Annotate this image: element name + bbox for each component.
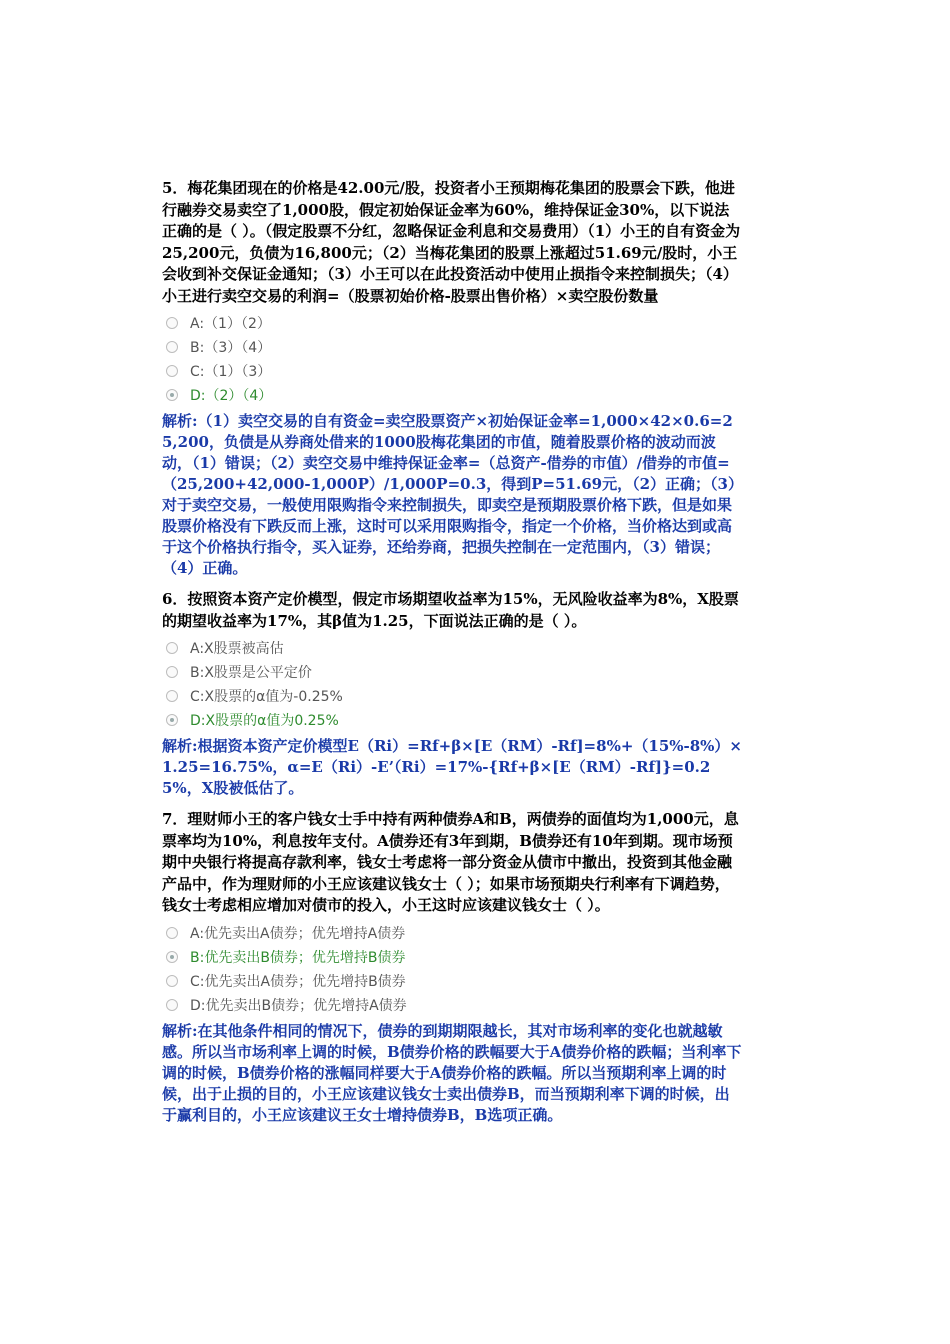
option-list bbox=[166, 921, 742, 1017]
option-label: C:优先卖出A债券；优先增持B债券 bbox=[190, 973, 406, 990]
option-label: D:（2）（4） bbox=[190, 388, 273, 404]
question-stem: 6．按照资本资产定价模型，假定市场期望收益率为15%，无风险收益率为8%，X股票的期望收益率为17%，其β值为1.25，下面说法正确的是（ ）。 bbox=[162, 590, 739, 630]
option-label: B:X股票是公平定价 bbox=[190, 665, 312, 681]
option-label: C:X股票的α值为-0.25% bbox=[190, 689, 343, 705]
option-label: A:X股票被高估 bbox=[190, 641, 284, 657]
option-a[interactable] bbox=[166, 311, 742, 335]
exam-document bbox=[162, 178, 742, 1153]
question-7 bbox=[162, 809, 742, 1149]
option-d[interactable] bbox=[166, 993, 742, 1017]
option-a[interactable] bbox=[166, 921, 742, 945]
question-5 bbox=[162, 178, 742, 579]
radio-icon[interactable] bbox=[166, 927, 178, 939]
option-b[interactable] bbox=[166, 660, 742, 684]
radio-icon[interactable] bbox=[166, 999, 178, 1011]
option-c[interactable] bbox=[166, 969, 742, 993]
radio-selected-icon[interactable] bbox=[166, 951, 178, 963]
option-label: D:X股票的α值为0.25% bbox=[190, 713, 339, 729]
option-label: A:（1）（2） bbox=[190, 316, 271, 332]
option-d[interactable] bbox=[166, 708, 742, 732]
radio-icon[interactable] bbox=[166, 975, 178, 987]
option-d[interactable] bbox=[166, 383, 742, 407]
option-a[interactable] bbox=[166, 636, 742, 660]
option-b[interactable] bbox=[166, 335, 742, 359]
option-c[interactable] bbox=[166, 684, 742, 708]
option-label: D:优先卖出B债券；优先增持A债券 bbox=[190, 997, 407, 1014]
radio-icon[interactable] bbox=[166, 690, 178, 702]
radio-icon[interactable] bbox=[166, 666, 178, 678]
option-list bbox=[166, 636, 742, 732]
question-stem: 5．梅花集团现在的价格是42.00元/股，投资者小王预期梅花集团的股票会下跌，他进行融券交易卖空了1,000股，假定初始保证金率为60%，维持保证金30%，以下说法正确的是（ ）。（假定股票不分红，忽略保证金利息和交易费用）（1）小王的自有资金为25,200元，负债为16,800元；（2）当梅花集团的股票上涨超过51.69元/股时，小王会收到补交保证金通知；（3）小王可以在此投资活动中使用止损指令来控制损失；（4）小王进行卖空交易的利润=（股票初始价格-股票出售价格）×卖空股份数量 bbox=[162, 179, 741, 305]
question-stem: 7．理财师小王的客户钱女士手中持有两种债券A和B，两债券的面值均为1,000元，息票率均为10%，利息按年支付。A债券还有3年到期，B债券还有10年到期。现市场预期中央银行将提高存款利率，钱女士考虑将一部分资金从债市中撤出，投资到其他金融产品中，作为理财师的小王应该建议钱女士（ ）；如果市场预期央行利率有下调趋势，钱女士考虑相应增加对债市的投入，小王这时应该建议钱女士（ ）。 bbox=[162, 810, 739, 914]
option-label: B:（3）（4） bbox=[190, 340, 272, 356]
question-6 bbox=[162, 589, 742, 799]
analysis-clip bbox=[162, 1021, 742, 1149]
radio-selected-icon[interactable] bbox=[166, 714, 178, 726]
analysis-text: 解析:根据资本资产定价模型E（Ri）=Rf+β×[E（RM）-Rf]=8%+（15%-8%）×1.25=16.75%，α=E（Ri）-E’（Ri）=17%-{Rf+β×[E（RM）-Rf]}=0.25%，X股被低估了。 bbox=[162, 737, 742, 797]
analysis-text: 解析:在其他条件相同的情况下，债券的到期期限越长，其对市场利率的变化也就越敏感。所以当市场利率上调的时候，B债券价格的跌幅要大于A债券价格的跌幅；当利率下调的时候，B债券价格的涨幅同样要大于A债券价格的跌幅。所以当预期利率上调的时候，出于止损的目的，小王应该建议钱女士卖出债券B，而当预期利率下调的时候，出于赢利目的，小王应该建议王女士增持债券B，B选项正确。 bbox=[162, 1021, 742, 1124]
radio-icon[interactable] bbox=[166, 365, 178, 377]
option-c[interactable] bbox=[166, 359, 742, 383]
option-list bbox=[166, 311, 742, 407]
radio-icon[interactable] bbox=[166, 317, 178, 329]
analysis-text: 解析:（1）卖空交易的自有资金=卖空股票资产×初始保证金率=1,000×42×0.6=25,200，负债是从券商处借来的1000股梅花集团的市值，随着股票价格的波动而波动，（1）错误；（2）卖空交易中维持保证金率=（总资产-借券的市值）/借券的市值=（25,200+42,000-1,000P）/1,000P=0.3，得到P=51.69元，（2）正确；（3）对于卖空交易，一般使用限购指令来控制损失，即卖空是预期股票价格下跌，但是如果股票价格没有下跌反而上涨，这时可以采用限购指令，指定一个价格，当价格达到或高于这个价格执行指令，买入证券，还给券商，把损失控制在一定范围内，（3）错误；（4）正确。 bbox=[162, 412, 736, 577]
option-b[interactable] bbox=[166, 945, 742, 969]
option-label: C:（1）（3） bbox=[190, 364, 272, 380]
option-label: B:优先卖出B债券；优先增持B债券 bbox=[190, 949, 406, 966]
radio-selected-icon[interactable] bbox=[166, 389, 178, 401]
radio-icon[interactable] bbox=[166, 341, 178, 353]
option-label: A:优先卖出A债券；优先增持A债券 bbox=[190, 925, 406, 942]
radio-icon[interactable] bbox=[166, 642, 178, 654]
